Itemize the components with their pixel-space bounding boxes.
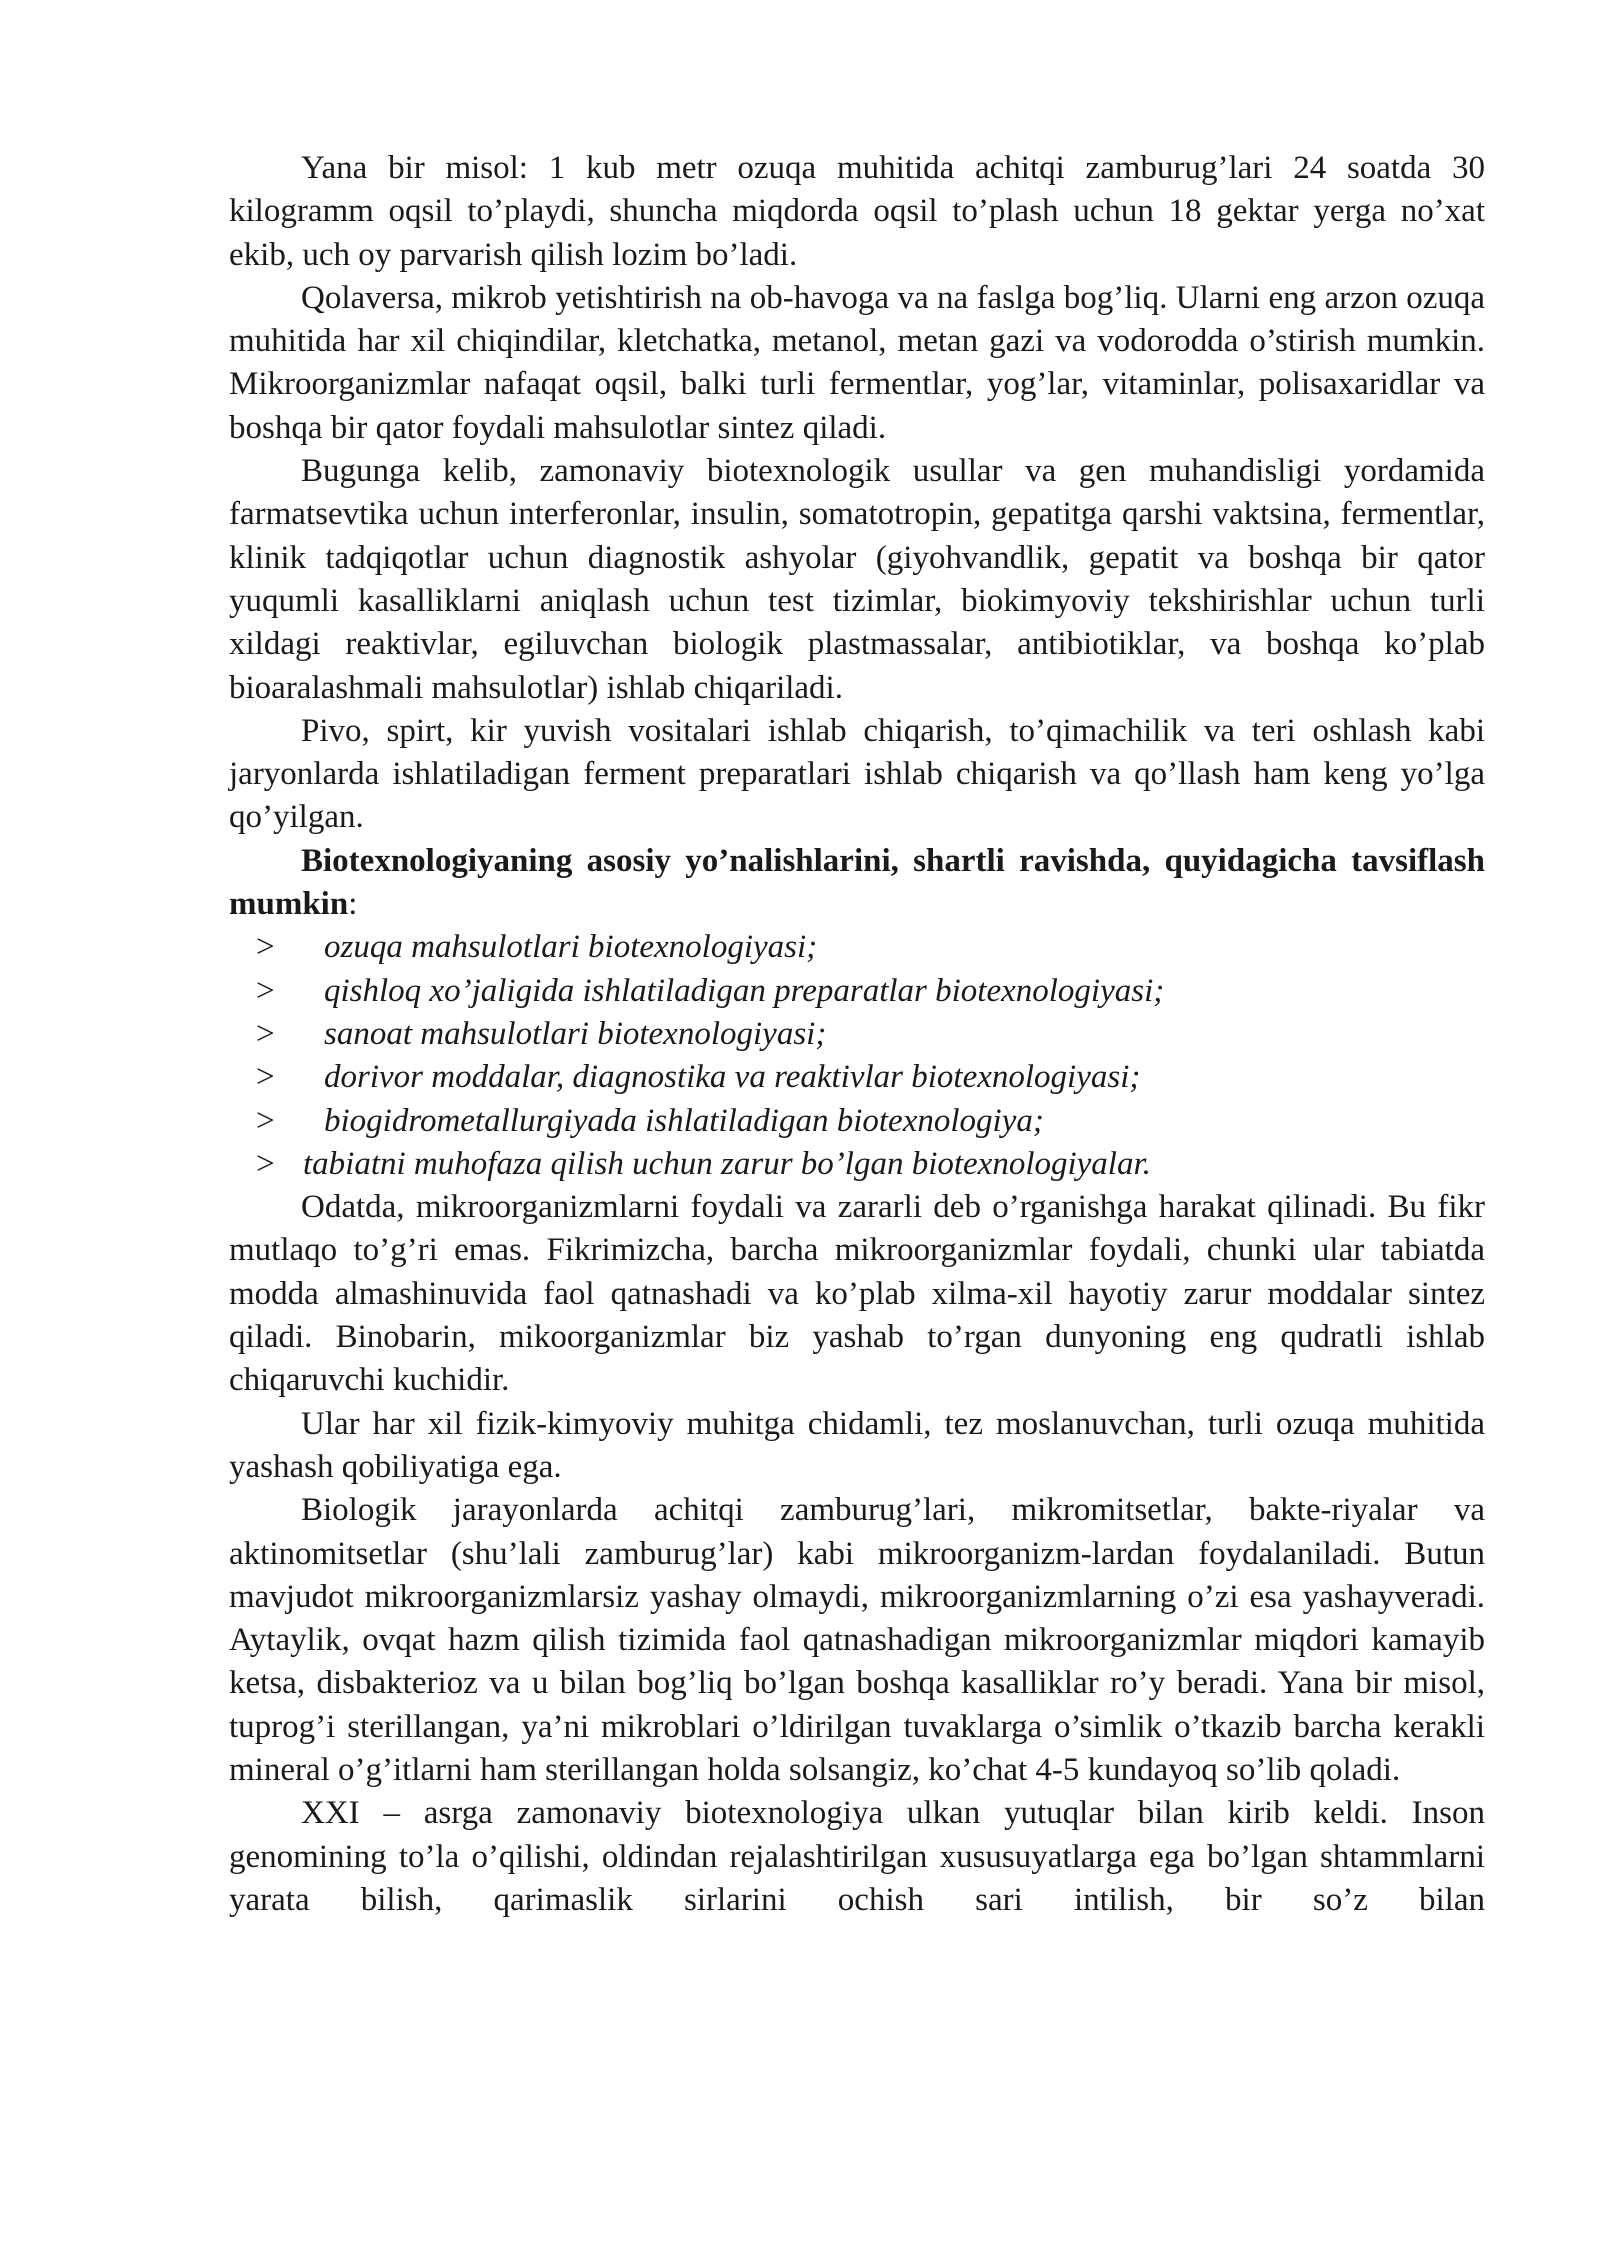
- paragraph-2: Qolaversa, mikrob yetishtirish na ob-havoga va na faslga bog’liq. Ularni eng arzon ozuqa muhitida har xil chiqindilar, kletchatka, metanol, metan gazi va vodorodda o’stirish mumkin. Mikroorganizmlar nafaqat oqsil, balki turli fermentlar, yog’lar, vitaminlar, polisaxaridlar va boshqa bir qator foydali mahsulotlar sintez qiladi.: [229, 279, 1485, 446]
- list-item-text: tabiatni muhofaza qilish uchun zarur bo’lgan biotexnologiyalar.: [303, 1145, 1151, 1182]
- list-intro-bold: Biotexnologiyaning asosiy yo’nalishlarini, shartli ravishda, quyidagicha tavsiflash mumkin: [229, 842, 1485, 923]
- list-marker: >: [256, 1145, 275, 1182]
- list-marker: >: [256, 1102, 275, 1139]
- list-item-text: dorivor moddalar, diagnostika va reaktivlar biotexnologiyasi;: [324, 1059, 1141, 1096]
- document-page: [229, 147, 1485, 1922]
- directions-list: [229, 926, 1485, 1186]
- list-item: [229, 1100, 1485, 1143]
- list-item: [229, 926, 1485, 969]
- list-marker: >: [256, 972, 275, 1009]
- list-intro-paragraph: [229, 840, 1485, 927]
- list-item: [229, 970, 1485, 1013]
- paragraph-7: Biologik jarayonlarda achitqi zamburug’lari, mikromitsetlar, bakte-riyalar va aktinomitsetlar (shu’lali zamburug’lar) kabi mikroorganizm-lardan foydalaniladi. Butun mavjudot mikroorganizmlarsiz yashay olmaydi, mikroorganizmlarning o’zi esa yashayveradi. Aytaylik, ovqat hazm qilish tizimida faol qatnashadigan mikroorganizmlar miqdori kamayib ketsa, disbakterioz va u bilan bog’liq bo’lgan boshqa kasalliklar ro’y beradi. Yana bir misol, tuprog’i sterillangan, ya’ni mikroblari o’ldirilgan tuvaklarga o’simlik o’tkazib barcha kerakli mineral o’g’itlarni ham sterillangan holda solsangiz, ko’chat 4-5 kundayoq so’lib qoladi.: [229, 1492, 1485, 1788]
- paragraph-3: Bugunga kelib, zamonaviy biotexnologik usullar va gen muhandisligi yordamida farmatsevtika uchun interferonlar, insulin, somatotropin, gepatitga qarshi vaktsina, fermentlar, klinik tadqiqotlar uchun diagnostik ashyolar (giyohvandlik, gepatit va boshqa bir qator yuqumli kasalliklarni aniqlash uchun test tizimlar, biokimyoviy tekshirishlar uchun turli xildagi reaktivlar, egiluvchan biologik plastmassalar, antibiotiklar, va boshqa ko’plab bioaralashmali mahsulotlar) ishlab chiqariladi.: [229, 453, 1485, 706]
- list-marker: >: [256, 929, 275, 966]
- paragraph-1: Yana bir misol: 1 kub metr ozuqa muhitida achitqi zamburug’lari 24 soatda 30 kilogramm oqsil to’playdi, shuncha miqdorda oqsil to’plash uchun 18 gektar yerga no’xat ekib, uch oy parvarish qilish lozim bo’ladi.: [229, 150, 1485, 273]
- list-item-text: qishloq xo’jaligida ishlatiladigan preparatlar biotexnologiyasi;: [324, 972, 1165, 1009]
- list-marker: >: [256, 1059, 275, 1096]
- paragraph-6: Ular har xil fizik-kimyoviy muhitga chidamli, tez moslanuvchan, turli ozuqa muhitida yashash qobiliyatiga ega.: [229, 1405, 1485, 1485]
- list-item: [229, 1013, 1485, 1056]
- list-item-text: ozuqa mahsulotlari biotexnologiyasi;: [324, 929, 818, 966]
- paragraph-4: Pivo, spirt, kir yuvish vositalari ishlab chiqarish, to’qimachilik va teri oshlash kabi jaryonlarda ishlatiladigan ferment preparatlari ishlab chiqarish va qo’llash ham keng yo’lga qo’yilgan.: [229, 712, 1485, 836]
- paragraph-5: Odatda, mikroorganizmlarni foydali va zararli deb o’rganishga harakat qilinadi. Bu fikr mutlaqo to’g’ri emas. Fikrimizcha, barcha mikroorganizmlar foydali, chunki ular tabiatda modda almashinuvida faol qatnashadi va ko’plab xilma-xil hayotiy zarur moddalar sintez qiladi. Binobarin, mikoorganizmlar biz yashab to’rgan dunyoning eng qudratli ishlab chiqaruvchi kuchidir.: [229, 1189, 1485, 1399]
- list-item-text: sanoat mahsulotlari biotexnologiyasi;: [324, 1015, 827, 1052]
- list-marker: >: [256, 1015, 275, 1052]
- list-item: [229, 1143, 1485, 1186]
- list-intro-colon: :: [348, 886, 358, 923]
- list-item: [229, 1056, 1485, 1099]
- paragraph-8: XXI – asrga zamonaviy biotexnologiya ulkan yutuqlar bilan kirib keldi. Inson genomining to’la o’qilishi, oldindan rejalashtirilgan xususuyatlarga ega bo’lgan shtammlarni yarata bilish, qarimaslik sirlarini ochish sari intilish, bir so’z bilan: [229, 1795, 1485, 1918]
- list-item-text: biogidrometallurgiyada ishlatiladigan biotexnologiya;: [324, 1102, 1044, 1139]
